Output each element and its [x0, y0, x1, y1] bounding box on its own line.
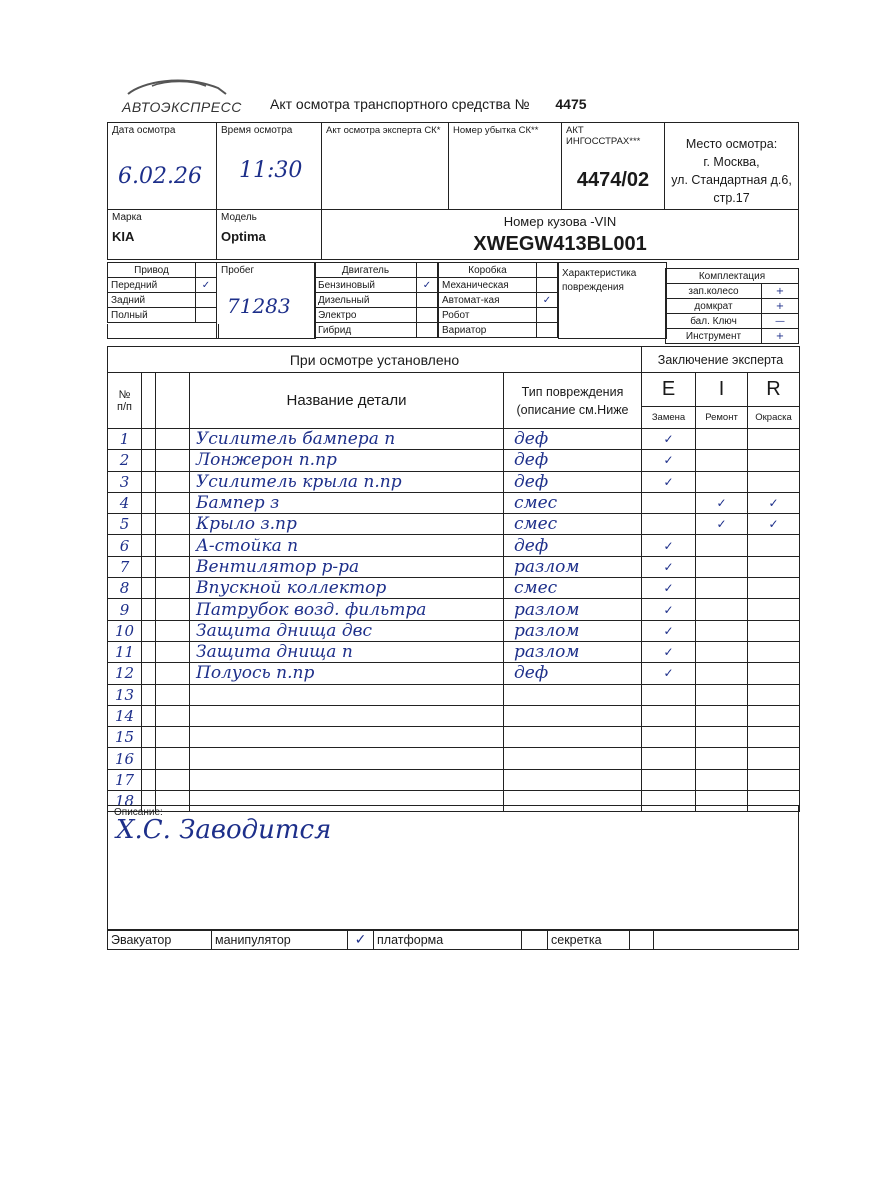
evacuator-label: Эвакуатор — [108, 930, 212, 950]
row-paint-mark — [748, 769, 800, 790]
car-logo-icon — [122, 74, 232, 98]
equip-wrench-mark: — — [762, 314, 799, 329]
row-replace-mark: ✓ — [642, 641, 696, 662]
model-cell — [217, 210, 322, 260]
row-damage-type — [504, 684, 642, 705]
act-number: 4475 — [555, 96, 587, 112]
engine-electro: Электро — [315, 308, 417, 323]
row-part-name: Усилитель бампера п — [190, 429, 504, 450]
row-repair-mark — [696, 556, 748, 577]
row-replace-mark: ✓ — [642, 578, 696, 599]
narrow-col-header-2 — [156, 373, 190, 429]
equip-spare-wheel: зап.колесо — [666, 284, 762, 299]
row-number: 5 — [108, 514, 142, 535]
row-narrow-1 — [142, 663, 156, 684]
place-line-2: ул. Стандартная д.6, — [671, 173, 792, 187]
secret-box — [630, 930, 654, 950]
row-narrow-2 — [156, 769, 190, 790]
gearbox-auto: Автомат-кая — [439, 293, 537, 308]
row-replace-mark — [642, 727, 696, 748]
table-row — [108, 748, 800, 769]
row-replace-mark: ✓ — [642, 535, 696, 556]
table-row — [108, 556, 800, 577]
row-number: 15 — [108, 727, 142, 748]
description-text: Х.С. Заводится — [116, 815, 332, 845]
row-number: 7 — [108, 556, 142, 577]
num-header: № п/п — [108, 373, 142, 429]
row-damage-type: разлом — [504, 620, 642, 641]
row-repair-mark — [696, 450, 748, 471]
row-number: 2 — [108, 450, 142, 471]
row-narrow-2 — [156, 705, 190, 726]
row-damage-type — [504, 748, 642, 769]
row-narrow-1 — [142, 578, 156, 599]
row-repair-mark — [696, 429, 748, 450]
row-paint-mark — [748, 620, 800, 641]
row-narrow-2 — [156, 727, 190, 748]
damage-char-label: Характеристика повреждения — [562, 268, 637, 293]
table-row — [108, 663, 800, 684]
row-repair-mark — [696, 748, 748, 769]
gearbox-robot: Робот — [439, 308, 537, 323]
row-narrow-1 — [142, 748, 156, 769]
row-number: 6 — [108, 535, 142, 556]
drive-bottom-gap — [107, 324, 219, 339]
row-repair-mark — [696, 769, 748, 790]
row-part-name: А-стойка п — [190, 535, 504, 556]
secret-label: секретка — [548, 930, 630, 950]
equipment-label: Комплектация — [666, 269, 799, 284]
row-damage-type: разлом — [504, 641, 642, 662]
engine-diesel: Дизельный — [315, 293, 417, 308]
row-damage-type — [504, 769, 642, 790]
row-number: 9 — [108, 599, 142, 620]
platform-extra-box — [522, 930, 548, 950]
gearbox-robot-box — [537, 308, 558, 323]
equip-spare-wheel-mark: + — [762, 284, 799, 299]
row-paint-mark — [748, 599, 800, 620]
mileage-value: 71283 — [227, 294, 291, 318]
drive-front: Передний — [108, 278, 196, 293]
e-label: Замена — [642, 407, 696, 429]
e-letter: E — [642, 373, 696, 407]
gearbox-head-box — [537, 263, 558, 278]
mileage-cell — [216, 262, 316, 339]
description-label: Описание: — [114, 807, 163, 818]
row-number: 3 — [108, 471, 142, 492]
row-replace-mark: ✓ — [642, 599, 696, 620]
page-title — [270, 96, 587, 112]
row-narrow-2 — [156, 620, 190, 641]
row-narrow-1 — [142, 556, 156, 577]
row-part-name: Патрубок возд. фильтра — [190, 599, 504, 620]
row-narrow-2 — [156, 471, 190, 492]
specs-drive-table — [107, 262, 217, 323]
table-row — [108, 620, 800, 641]
ingos-label: АКТ ИНГОССТРАХ*** — [566, 125, 641, 147]
row-repair-mark — [696, 727, 748, 748]
title-text: Акт осмотра транспортного средства № — [270, 96, 530, 112]
inspection-table — [107, 346, 800, 812]
engine-petrol-check: ✓ — [417, 278, 438, 293]
row-paint-mark — [748, 471, 800, 492]
expert-label: Акт осмотра эксперта СК* — [326, 125, 441, 136]
engine-head-box — [417, 263, 438, 278]
row-paint-mark — [748, 684, 800, 705]
row-narrow-2 — [156, 450, 190, 471]
row-narrow-1 — [142, 769, 156, 790]
row-number: 8 — [108, 578, 142, 599]
row-narrow-1 — [142, 705, 156, 726]
gearbox-variator: Вариатор — [439, 323, 537, 338]
table-row — [108, 705, 800, 726]
brand-label: Марка — [112, 212, 142, 223]
row-paint-mark — [748, 450, 800, 471]
row-replace-mark — [642, 492, 696, 513]
table-row — [108, 450, 800, 471]
row-narrow-1 — [142, 620, 156, 641]
row-number: 13 — [108, 684, 142, 705]
row-replace-mark: ✓ — [642, 471, 696, 492]
narrow-col-header — [142, 373, 156, 429]
row-paint-mark: ✓ — [748, 492, 800, 513]
row-paint-mark — [748, 748, 800, 769]
drive-rear: Задний — [108, 293, 196, 308]
row-repair-mark — [696, 684, 748, 705]
date-cell — [108, 123, 217, 210]
row-repair-mark: ✓ — [696, 514, 748, 535]
row-damage-type: деф — [504, 450, 642, 471]
equip-jack: домкрат — [666, 299, 762, 314]
row-part-name — [190, 769, 504, 790]
drive-full-box — [196, 308, 217, 323]
row-narrow-2 — [156, 535, 190, 556]
row-replace-mark — [642, 705, 696, 726]
place-label: Место осмотра: — [685, 137, 778, 151]
table-row — [108, 578, 800, 599]
row-repair-mark — [696, 578, 748, 599]
drive-head-box — [196, 263, 217, 278]
row-damage-type: смес — [504, 514, 642, 535]
row-number: 11 — [108, 641, 142, 662]
row-repair-mark — [696, 620, 748, 641]
gearbox-manual-box — [537, 278, 558, 293]
row-number: 14 — [108, 705, 142, 726]
r-label: Окраска — [748, 407, 800, 429]
engine-hybrid: Гибрид — [315, 323, 417, 338]
row-narrow-1 — [142, 535, 156, 556]
row-replace-mark — [642, 684, 696, 705]
row-paint-mark — [748, 535, 800, 556]
model-value: Optima — [221, 229, 266, 244]
engine-diesel-box — [417, 293, 438, 308]
row-number: 12 — [108, 663, 142, 684]
row-repair-mark — [696, 599, 748, 620]
table-row — [108, 727, 800, 748]
row-narrow-2 — [156, 641, 190, 662]
table-row — [108, 599, 800, 620]
row-paint-mark — [748, 429, 800, 450]
row-part-name — [190, 705, 504, 726]
row-repair-mark — [696, 471, 748, 492]
date-label: Дата осмотра — [112, 125, 176, 136]
row-paint-mark: ✓ — [748, 514, 800, 535]
row-replace-mark: ✓ — [642, 556, 696, 577]
table-row — [108, 471, 800, 492]
equip-tools-mark: + — [762, 329, 799, 344]
damage-header: Тип повреждения (описание см.Ниже — [504, 373, 642, 429]
row-paint-mark — [748, 641, 800, 662]
expert-cell — [322, 123, 449, 210]
engine-label: Двигатель — [315, 263, 417, 278]
row-replace-mark: ✓ — [642, 620, 696, 641]
equip-tools: Инструмент — [666, 329, 762, 344]
row-paint-mark — [748, 578, 800, 599]
ingos-cell — [562, 123, 665, 210]
row-repair-mark: ✓ — [696, 492, 748, 513]
row-damage-type: разлом — [504, 599, 642, 620]
row-narrow-2 — [156, 599, 190, 620]
equip-jack-mark: + — [762, 299, 799, 314]
row-narrow-1 — [142, 727, 156, 748]
ingos-value: 4474/02 — [576, 169, 650, 191]
equip-wrench: бал. Ключ — [666, 314, 762, 329]
manipulator-label: манипулятор — [212, 930, 348, 950]
vin-value: XWEGW413BL001 — [473, 233, 647, 255]
brand-value: KIA — [112, 229, 135, 244]
table-row — [108, 535, 800, 556]
date-value: 6.02.26 — [118, 164, 202, 189]
row-replace-mark — [642, 514, 696, 535]
mileage-label: Пробег — [221, 265, 255, 276]
row-part-name — [190, 684, 504, 705]
loss-label: Номер убытка СК** — [453, 125, 539, 136]
row-replace-mark — [642, 769, 696, 790]
drive-rear-box — [196, 293, 217, 308]
row-part-name — [190, 727, 504, 748]
row-repair-mark — [696, 535, 748, 556]
place-cell — [665, 123, 799, 210]
platform-check: ✓ — [348, 930, 374, 950]
place-line-3: стр.17 — [713, 191, 750, 205]
description-box — [107, 805, 799, 931]
brand-cell — [108, 210, 217, 260]
engine-electro-box — [417, 308, 438, 323]
top-info-table — [107, 122, 799, 260]
row-narrow-2 — [156, 429, 190, 450]
row-repair-mark — [696, 705, 748, 726]
row-narrow-1 — [142, 599, 156, 620]
row-paint-mark — [748, 556, 800, 577]
r-letter: R — [748, 373, 800, 407]
gearbox-variator-box — [537, 323, 558, 338]
row-number: 17 — [108, 769, 142, 790]
row-narrow-1 — [142, 684, 156, 705]
row-narrow-2 — [156, 663, 190, 684]
table-row — [108, 684, 800, 705]
row-number: 16 — [108, 748, 142, 769]
row-damage-type: смес — [504, 578, 642, 599]
row-part-name: Крыло з.пр — [190, 514, 504, 535]
row-damage-type — [504, 705, 642, 726]
row-replace-mark: ✓ — [642, 450, 696, 471]
row-narrow-2 — [156, 556, 190, 577]
time-cell — [217, 123, 322, 210]
drive-label: Привод — [108, 263, 196, 278]
row-narrow-1 — [142, 492, 156, 513]
inspection-rows — [108, 429, 800, 812]
row-part-name: Бампер з — [190, 492, 504, 513]
specs-engine-table — [314, 262, 438, 338]
i-label: Ремонт — [696, 407, 748, 429]
table-row — [108, 492, 800, 513]
row-narrow-1 — [142, 641, 156, 662]
specs-gearbox-table — [438, 262, 558, 338]
gearbox-auto-check: ✓ — [537, 293, 558, 308]
table-row — [108, 769, 800, 790]
row-narrow-1 — [142, 429, 156, 450]
engine-hybrid-box — [417, 323, 438, 338]
row-repair-mark — [696, 641, 748, 662]
footer-empty — [654, 930, 799, 950]
row-part-name: Впускной коллектор — [190, 578, 504, 599]
place-line-1: г. Москва, — [703, 155, 760, 169]
row-part-name: Усилитель крыла п.пр — [190, 471, 504, 492]
footer-table — [107, 929, 799, 950]
section-title: При осмотре установлено — [108, 347, 642, 373]
time-value: 11:30 — [239, 158, 303, 183]
row-paint-mark — [748, 663, 800, 684]
row-narrow-2 — [156, 514, 190, 535]
row-narrow-1 — [142, 450, 156, 471]
row-replace-mark — [642, 748, 696, 769]
row-part-name: Вентилятор р-ра — [190, 556, 504, 577]
equipment-table — [665, 268, 799, 344]
time-label: Время осмотра — [221, 125, 293, 136]
engine-petrol: Бензиновый — [315, 278, 417, 293]
row-part-name: Защита днища двс — [190, 620, 504, 641]
logo — [122, 74, 242, 115]
loss-cell — [449, 123, 562, 210]
vin-label: Номер кузова -VIN — [503, 214, 617, 229]
logo-text: АВТОЭКСПРЕСС — [122, 99, 242, 115]
row-repair-mark — [696, 663, 748, 684]
vin-cell — [322, 210, 799, 260]
table-row — [108, 514, 800, 535]
row-replace-mark: ✓ — [642, 429, 696, 450]
part-header: Название детали — [190, 373, 504, 429]
model-label: Модель — [221, 212, 257, 223]
damage-char-cell — [558, 262, 667, 339]
gearbox-manual: Механическая — [439, 278, 537, 293]
row-paint-mark — [748, 705, 800, 726]
row-damage-type: деф — [504, 471, 642, 492]
row-replace-mark: ✓ — [642, 663, 696, 684]
row-number: 10 — [108, 620, 142, 641]
conclusion-title: Заключение эксперта — [642, 347, 800, 373]
row-part-name: Полуось п.пр — [190, 663, 504, 684]
drive-full: Полный — [108, 308, 196, 323]
platform-label: платформа — [374, 930, 522, 950]
row-damage-type — [504, 727, 642, 748]
row-number: 18 — [108, 791, 142, 812]
row-narrow-2 — [156, 748, 190, 769]
drive-front-check: ✓ — [196, 278, 217, 293]
row-damage-type: смес — [504, 492, 642, 513]
gearbox-label: Коробка — [439, 263, 537, 278]
row-number: 4 — [108, 492, 142, 513]
row-part-name: Защита днища п — [190, 641, 504, 662]
row-narrow-1 — [142, 471, 156, 492]
row-narrow-1 — [142, 514, 156, 535]
row-part-name: Лонжерон п.пр — [190, 450, 504, 471]
row-narrow-2 — [156, 578, 190, 599]
table-row — [108, 429, 800, 450]
row-damage-type: деф — [504, 535, 642, 556]
row-narrow-2 — [156, 492, 190, 513]
row-part-name — [190, 748, 504, 769]
row-number: 1 — [108, 429, 142, 450]
i-letter: I — [696, 373, 748, 407]
row-narrow-2 — [156, 684, 190, 705]
table-row — [108, 641, 800, 662]
row-damage-type: деф — [504, 429, 642, 450]
row-damage-type: разлом — [504, 556, 642, 577]
row-paint-mark — [748, 727, 800, 748]
row-damage-type: деф — [504, 663, 642, 684]
